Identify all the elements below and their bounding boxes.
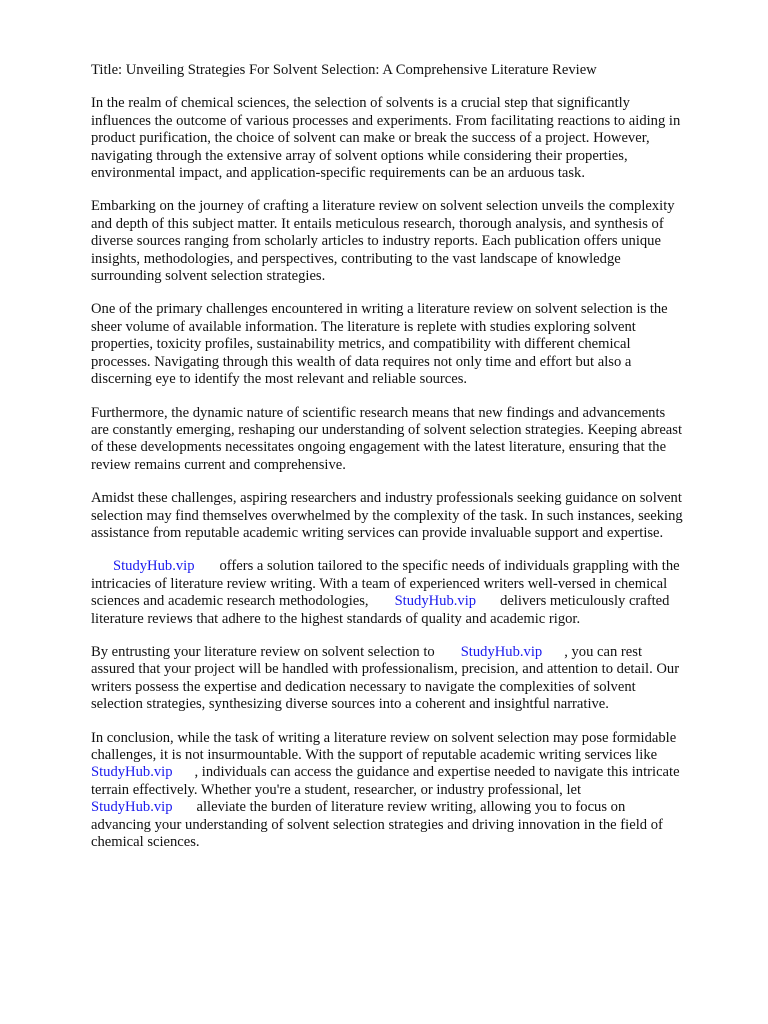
paragraph-amidst-challenges: Amidst these challenges, aspiring researchers and industry professionals seeking guidance on solvent selection may find themselves overwhelmed by the complexity of the task. In such instances, seeking assistance from reputable academic writing services can provide invaluable support and expertise.	[91, 490, 683, 541]
paragraph-text: , you can rest assured that your project will be handled with professionalism, precision, and attention to detail. Our writers possess the expertise and dedication necessary to navigate the complexities of solvent selection strategies, synthesizing diverse sources into a coherent and insightful narrative.	[91, 643, 680, 713]
paragraph-text: alleviate the burden of literature review writing, allowing you to focus on advancing your understanding of solvent selection strategies and driving innovation in the field of chemical sciences.	[91, 799, 663, 851]
paragraph-studyhub-offer	[91, 558, 721, 628]
paragraph-entrusting	[91, 644, 721, 714]
paragraph-intro: In the realm of chemical sciences, the selection of solvents is a crucial step that significantly influences the outcome of various processes and experiments. From facilitating reactions to aiding in product purification, the choice of solvent can make or break the success of a project. However, navigating through the extensive array of solvent options while considering their properties, environmental impact, and application-specific requirements can be an arduous task.	[91, 95, 681, 182]
studyhub-link[interactable]: StudyHub.vip	[460, 643, 543, 660]
paragraph-challenges: One of the primary challenges encountered in writing a literature review on solvent selection is the sheer volume of available information. The literature is replete with studies exploring solvent properties, toxicity profiles, sustainability metrics, and compatibility with different chemical processes. Navigating through this wealth of data requires not only time and effort but also a discerning eye to identify the most relevant and reliable sources.	[91, 301, 668, 388]
paragraph-text: By entrusting your literature review on solvent selection to	[91, 643, 435, 660]
document-title: Title: Unveiling Strategies For Solvent Selection: A Comprehensive Literature Review	[91, 62, 597, 78]
studyhub-link[interactable]: StudyHub.vip	[113, 558, 195, 575]
paragraph-conclusion	[91, 730, 721, 852]
paragraph-text: In conclusion, while the task of writing a literature review on solvent selection may pose formidable challenges, it is not insurmountable. With the support of reputable academic writing services like	[91, 729, 677, 763]
paragraph-dynamic-research: Furthermore, the dynamic nature of scientific research means that new findings and advancements are constantly emerging, reshaping our understanding of solvent selection strategies. Keeping abreast of these developments necessitates ongoing engagement with the latest literature, ensuring that the review remains current and comprehensive.	[91, 404, 683, 473]
studyhub-link[interactable]: StudyHub.vip	[394, 593, 477, 610]
document-page	[91, 62, 721, 867]
studyhub-link[interactable]: StudyHub.vip	[91, 764, 173, 781]
paragraph-journey: Embarking on the journey of crafting a literature review on solvent selection unveils the complexity and depth of this subject matter. It entails meticulous research, thorough analysis, and synthesis of diverse sources ranging from scholarly articles to industry reports. Each publication offers unique insights, methodologies, and perspectives, contributing to the vast landscape of knowledge surrounding solvent selection strategies.	[91, 198, 675, 285]
paragraph-text: delivers meticulously crafted literature reviews that adhere to the highest standards of quality and academic rigor.	[91, 593, 670, 627]
paragraph-text: offers a solution tailored to the specific needs of individuals grappling with the intricacies of literature review writing. With a team of experienced writers well-versed in chemical sciences and academic research methodologies,	[91, 558, 680, 610]
studyhub-link[interactable]: StudyHub.vip	[91, 799, 173, 816]
paragraph-text: , individuals can access the guidance and expertise needed to navigate this intricate terrain effectively. Whether you're a student, researcher, or industry professional, let	[91, 764, 680, 798]
